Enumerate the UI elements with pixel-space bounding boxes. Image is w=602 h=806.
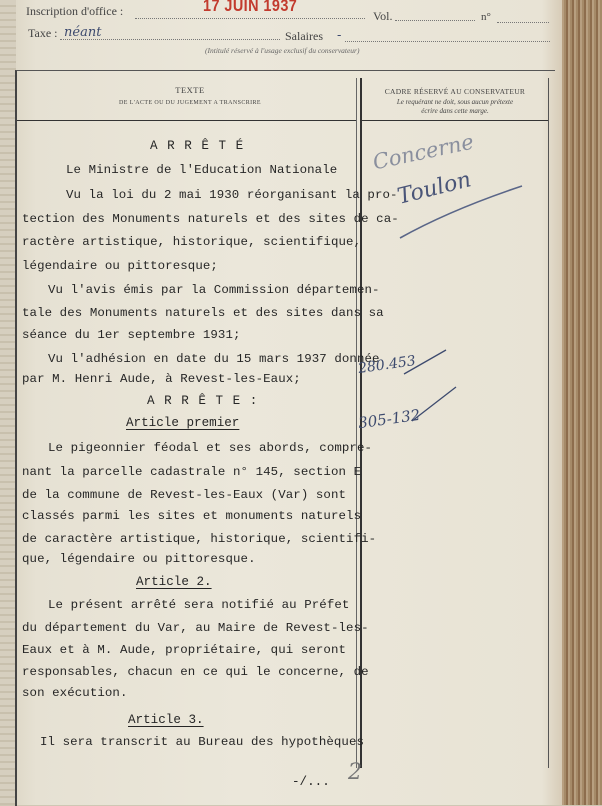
body-line: Vu l'adhésion en date du 15 mars 1937 donnée — [48, 352, 380, 366]
body-line: Vu la loi du 2 mai 1930 réorganisant la pro- — [66, 188, 398, 202]
vol-label: Vol. — [373, 9, 393, 23]
register-page-edges — [562, 0, 602, 805]
article-2-title: Article 2. — [136, 575, 212, 589]
arrete-label: A R R Ê T E : — [147, 394, 259, 408]
article-3-title: Article 3. — [128, 713, 204, 727]
body-line: ractère artistique, historique, scientifique, — [22, 235, 362, 249]
n-label: n° — [481, 11, 491, 23]
header-rule-left — [17, 120, 357, 121]
header-rule-right — [362, 120, 548, 121]
article-2-line: Eaux et à M. Aude, propriétaire, qui seront — [22, 643, 347, 657]
taxe-label: Taxe : — [28, 26, 58, 40]
article-1-line: Le pigeonnier féodal et ses abords, compre- — [48, 441, 373, 455]
right-column-title: CADRE RÉSERVÉ AU CONSERVATEUR — [384, 87, 526, 96]
body-line: Vu l'avis émis par la Commission départemen- — [48, 283, 380, 297]
conservateur-note: (Intitulé réservé à l'usage exclusif du conservateur) — [205, 46, 360, 55]
n-dotted-line — [497, 22, 549, 23]
margin-ref-2: 305-132 — [357, 405, 422, 433]
inscription-label: Inscription d'office : — [26, 4, 124, 18]
article-1-title: Article premier — [126, 416, 240, 430]
article-1-line: classés parmi les sites et monuments naturels — [22, 509, 362, 523]
right-column-border — [548, 78, 549, 768]
inscription-dotted-line — [135, 18, 365, 19]
continuation-mark: -/... — [292, 775, 330, 789]
right-column-note-1: Le requérant ne doit, sous aucun prétexte — [396, 98, 514, 106]
left-column-title: TEXTE — [175, 85, 205, 95]
left-margin-marks — [2, 80, 14, 780]
body-line: par M. Henri Aude, à Revest-les-Eaux; — [22, 372, 301, 386]
taxe-value: néant — [64, 25, 102, 40]
arrete-title: A R R Ê T É — [150, 139, 245, 153]
vol-dotted-line — [395, 20, 475, 21]
right-column-note-2: écrire dans cette marge. — [421, 107, 489, 115]
salaires-dotted-line — [345, 41, 550, 42]
article-1-line: de caractère artistique, historique, scientifi- — [22, 532, 377, 546]
margin-ref-1: 280.453 — [357, 353, 417, 377]
body-line: Le Ministre de l'Education Nationale — [66, 163, 338, 177]
salaires-value: - — [337, 28, 342, 43]
article-2-line: responsables, chacun en ce qui le concerne, de — [22, 665, 369, 679]
body-line: légendaire ou pittoresque; — [22, 259, 218, 273]
salaires-label: Salaires — [285, 29, 323, 43]
page-mark: 2 — [348, 760, 362, 785]
body-line: tection des Monuments naturels et des sites de ca- — [22, 212, 399, 226]
margin-handwriting-toulon: Toulon — [395, 167, 474, 210]
article-1-line: de la commune de Revest-les-Eaux (Var) sont — [22, 488, 347, 502]
article-2-line: son exécution. — [22, 686, 128, 700]
margin-ref-2-stroke — [410, 385, 460, 425]
article-2-line: Le présent arrêté sera notifié au Préfet — [48, 598, 350, 612]
margin-pen-stroke — [390, 180, 530, 250]
article-1-line: que, légendaire ou pittoresque. — [22, 552, 256, 566]
taxe-dotted-line — [60, 39, 280, 40]
margin-handwriting-concerne: Concerne — [370, 129, 476, 175]
date-stamp: 17 JUIN 1937 — [203, 0, 298, 15]
article-2-line: du département du Var, au Maire de Revest-les- — [22, 621, 369, 635]
article-1-line: nant la parcelle cadastrale n° 145, section E — [22, 465, 362, 479]
article-3-line: Il sera transcrit au Bureau des hypothèques — [40, 735, 365, 749]
left-column-subtitle: DE L'ACTE OU DU JUGEMENT A TRANSCRIRE — [119, 100, 261, 106]
body-line: séance du 1er septembre 1931; — [22, 328, 241, 342]
body-line: tale des Monuments naturels et des sites dans sa — [22, 306, 384, 320]
margin-ref-1-stroke — [402, 348, 452, 378]
